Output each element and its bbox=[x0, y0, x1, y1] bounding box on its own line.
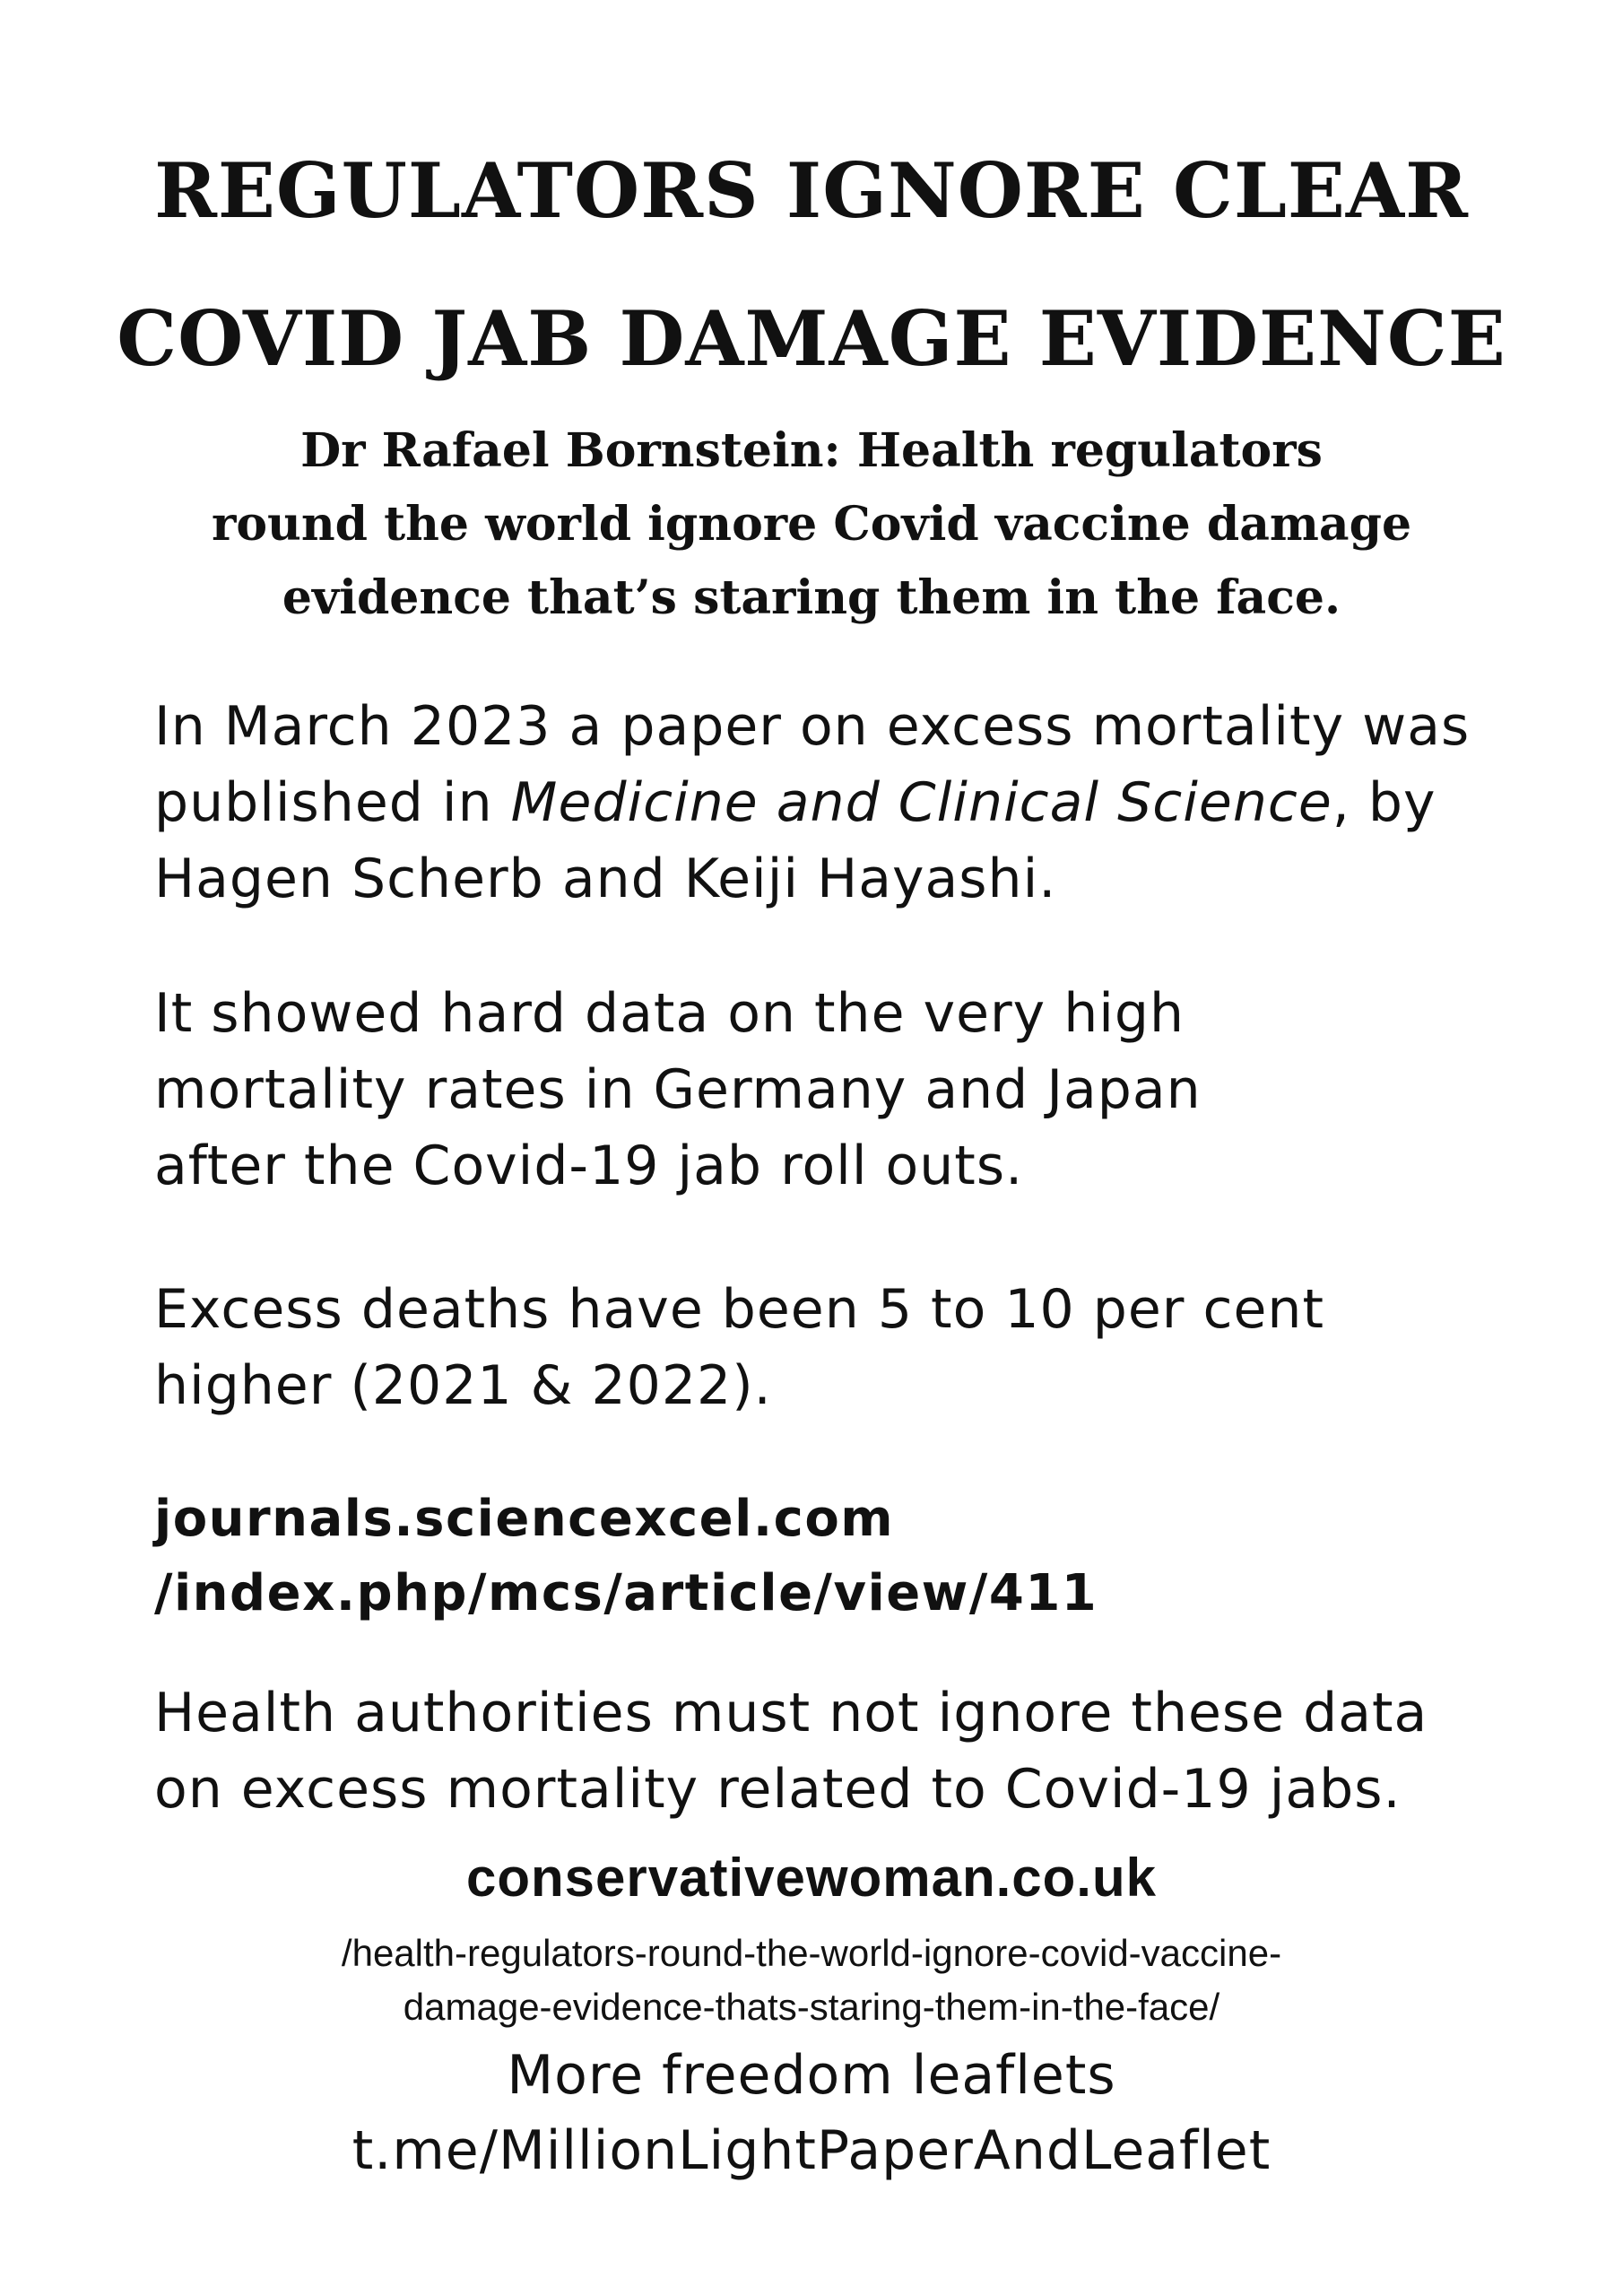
footer-telegram-link: t.me/MillionLightPaperAndLeaflet bbox=[352, 2119, 1271, 2182]
paragraph-hard-data bbox=[154, 976, 1202, 1205]
title-line-1: REGULATORS IGNORE CLEAR bbox=[154, 146, 1469, 235]
leaflet-subtitle bbox=[0, 414, 1623, 635]
paragraph1-line-2-pre: published in bbox=[154, 771, 511, 834]
paragraph-paper-published bbox=[154, 689, 1470, 918]
paragraph1-line-2-post: , by bbox=[1332, 771, 1436, 834]
paragraph-health-authorities bbox=[154, 1675, 1428, 1828]
paragraph2-line-3: after the Covid-19 jab roll outs. bbox=[154, 1135, 1024, 1197]
leaflet-title bbox=[0, 117, 1623, 413]
source-domain: conservativewoman.co.uk bbox=[466, 1848, 1157, 1908]
title-line-2: COVID JAB DAMAGE EVIDENCE bbox=[117, 294, 1506, 383]
paragraph4-line-2: on excess mortality related to Covid-19 jabs. bbox=[154, 1758, 1402, 1821]
paragraph1-line-2 bbox=[154, 765, 1470, 841]
paragraph-excess-deaths bbox=[154, 1272, 1324, 1424]
paragraph1-line-1: In March 2023 a paper on excess mortality was bbox=[154, 695, 1471, 758]
paragraph4-line-1: Health authorities must not ignore these data bbox=[154, 1682, 1428, 1744]
subtitle-line-3: evidence that’s staring them in the face. bbox=[282, 570, 1341, 625]
journal-name: Medicine and Clinical Science bbox=[510, 771, 1332, 834]
journal-article-link bbox=[154, 1482, 1098, 1631]
paragraph2-line-1: It showed hard data on the very high bbox=[154, 982, 1185, 1045]
paragraph3-line-1: Excess deaths have been 5 to 10 per cent bbox=[154, 1278, 1324, 1341]
paragraph2-line-2: mortality rates in Germany and Japan bbox=[154, 1058, 1202, 1121]
source-path bbox=[0, 1926, 1623, 2034]
footer-line-1: More freedom leaflets bbox=[507, 2044, 1116, 2107]
journal-link-line-1: journals.sciencexcel.com bbox=[154, 1490, 895, 1548]
journal-link-line-2: /index.php/mcs/article/view/411 bbox=[154, 1564, 1098, 1622]
paragraph1-line-3: Hagen Scherb and Keiji Hayashi. bbox=[154, 848, 1057, 910]
source-path-line-1: /health-regulators-round-the-world-ignore-covid-vaccine- bbox=[341, 1932, 1282, 1974]
paragraph3-line-2: higher (2021 & 2022). bbox=[154, 1354, 772, 1417]
source-path-line-2: damage-evidence-thats-staring-them-in-the-face/ bbox=[403, 1986, 1220, 2028]
subtitle-line-1: Dr Rafael Bornstein: Health regulators bbox=[300, 423, 1323, 478]
subtitle-line-2: round the world ignore Covid vaccine damage bbox=[211, 497, 1412, 552]
leaflet-footer bbox=[0, 2038, 1623, 2188]
